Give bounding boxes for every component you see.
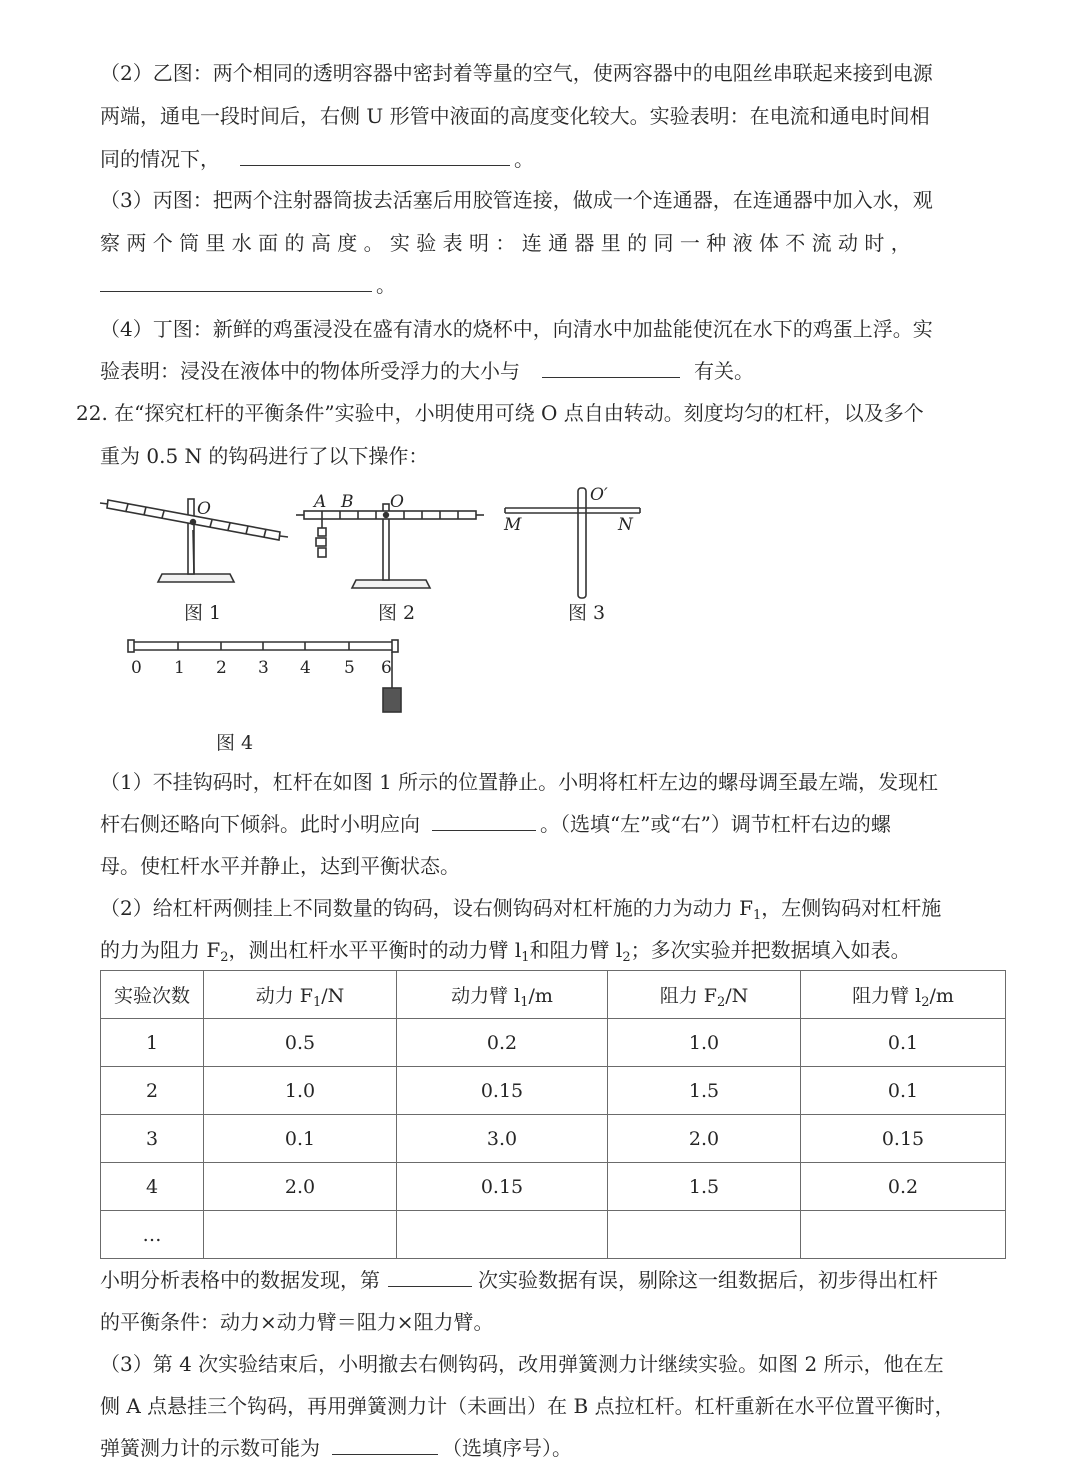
answer-blank-q22-3[interactable]: [332, 1436, 438, 1455]
q22-p2-line2-d: ；多次实验并把数据填入如表。: [630, 938, 911, 962]
header-effort-force-text: 动力 F: [255, 985, 313, 1007]
figure-2-pivot-label: O: [390, 492, 404, 512]
figure-4-caption: 图 4: [216, 732, 254, 754]
cell-load-force: 1.5: [608, 1067, 801, 1115]
figure-4-tick-0: 0: [131, 658, 142, 678]
table-row: [101, 1115, 1006, 1163]
figure-4-tick-5: 5: [344, 658, 355, 678]
answer-blank-q22-2[interactable]: [388, 1268, 472, 1287]
header-load-force-text: 阻力 F: [659, 985, 717, 1007]
q22-p1-line1: （1）不挂钩码时，杠杆在如图 1 所示的位置静止。小明将杠杆左边的螺母调至最左端，发现杠: [100, 770, 939, 794]
q22-p2-line2-c: 和阻力臂 l: [529, 938, 623, 962]
subscript-2: 2: [921, 995, 930, 1010]
table-row: [101, 1163, 1006, 1211]
cell-effort-force: 0.5: [204, 1019, 397, 1067]
header-trial-count: 实验次数: [101, 971, 204, 1019]
header-load-arm-text: 阻力臂 l: [852, 985, 922, 1007]
header-effort-force-unit: /N: [321, 985, 345, 1007]
cell-effort-force: 0.1: [204, 1115, 397, 1163]
cell-trial: …: [101, 1211, 204, 1259]
header-effort-arm: [397, 971, 608, 1019]
table-row: [101, 1019, 1006, 1067]
q22-p2-line2: [100, 937, 911, 963]
q21-p2-line2: 两端，通电一段时间后，右侧 U 形管中液面的高度变化较大。实验表明：在电流和通电时间相: [100, 104, 930, 128]
q22-p1-line2: [100, 811, 891, 837]
figure-4-tick-6: 6: [381, 658, 392, 678]
cell-effort-arm: 3.0: [397, 1115, 608, 1163]
q21-p4-line2-text: 验表明：浸没在液体中的物体所受浮力的大小与: [100, 359, 520, 383]
q22-p2-line1: [100, 895, 941, 921]
figure-3-m-label: M: [504, 515, 522, 535]
lever-figures: [0, 480, 1080, 740]
figure-1-tilted-lever: [100, 499, 288, 582]
q22-analysis-line2: 的平衡条件：动力×动力臂＝阻力×阻力臂。: [100, 1310, 494, 1334]
figure-2-balanced-lever: [296, 504, 484, 588]
figure-3-t-rod: [505, 488, 640, 598]
q21-p3-line3-end: 。: [376, 273, 396, 297]
figure-2-caption: 图 2: [378, 602, 416, 624]
q22-p2-line1-text: （2）给杠杆两侧挂上不同数量的钩码，设右侧钩码对杠杆施的力为动力 F: [100, 896, 753, 920]
q22-p1-line2-end: 。（选填“左”或“右”）调节杠杆右边的螺: [540, 812, 891, 836]
cell-load-force: 2.0: [608, 1115, 801, 1163]
q22-analysis-line1-text: 小明分析表格中的数据发现，第: [100, 1268, 380, 1292]
q22-p2-line1-end: ，左侧钩码对杠杆施: [761, 896, 942, 920]
q21-p4-line2: [100, 358, 754, 384]
cell-load-arm: 0.1: [801, 1067, 1006, 1115]
answer-blank-q22-1[interactable]: [432, 812, 536, 831]
figure-3-caption: 图 3: [568, 602, 606, 624]
q22-intro-line2: 重为 0.5 N 的钩码进行了以下操作：: [100, 444, 429, 468]
q22-p1-line2-text: 杆右侧还略向下倾斜。此时小明应向: [100, 812, 420, 836]
subscript-2: 2: [220, 950, 229, 965]
q21-p2-line3-end: 。: [514, 147, 534, 171]
q21-p3-line1: （3）丙图：把两个注射器筒拔去活塞后用胶管连接，做成一个连通器，在连通器中加入水，观: [100, 188, 933, 212]
figure-4-tick-1: 1: [174, 658, 185, 678]
header-load-force: [608, 971, 801, 1019]
q22-p1-line3: 母。使杠杆水平并静止，达到平衡状态。: [100, 854, 460, 878]
cell-load-force: [608, 1211, 801, 1259]
cell-effort-arm: 0.15: [397, 1163, 608, 1211]
cell-load-force: 1.5: [608, 1163, 801, 1211]
subscript-1: 1: [521, 950, 530, 965]
cell-trial: 1: [101, 1019, 204, 1067]
figure-4-tick-4: 4: [300, 658, 311, 678]
cell-load-arm: 0.2: [801, 1163, 1006, 1211]
answer-blank-q21-4[interactable]: [542, 359, 680, 378]
q21-p2-line3: [100, 146, 534, 172]
figure-4-tick-3: 3: [258, 658, 269, 678]
q21-p4-line1: （4）丁图：新鲜的鸡蛋浸没在盛有清水的烧杯中，向清水中加盐能使沉在水下的鸡蛋上浮。实: [100, 317, 933, 341]
header-load-force-unit: /N: [725, 985, 749, 1007]
cell-trial: 2: [101, 1067, 204, 1115]
cell-trial: 3: [101, 1115, 204, 1163]
q22-intro-line1: 22. 在“探究杠杆的平衡条件”实验中，小明使用可绕 O 点自由转动。刻度均匀的杠杆，以及多个: [76, 401, 924, 425]
cell-effort-force: [204, 1211, 397, 1259]
q22-p2-line2-a: 的力为阻力 F: [100, 938, 221, 962]
subscript-2: 2: [622, 950, 631, 965]
figure-2-point-b-label: B: [341, 492, 354, 512]
subscript-2: 2: [716, 995, 726, 1010]
cell-effort-arm: 0.2: [397, 1019, 608, 1067]
header-effort-arm-text: 动力臂 l: [451, 985, 521, 1007]
header-effort-force: [204, 971, 397, 1019]
cell-load-arm: 0.15: [801, 1115, 1006, 1163]
subscript-1: 1: [312, 995, 322, 1010]
data-table: [100, 970, 1006, 1259]
q21-p4-line2-end: 有关。: [694, 359, 754, 383]
q21-p2-line1: （2）乙图：两个相同的透明容器中密封着等量的空气，使两容器中的电阻丝串联起来接到电源: [100, 61, 933, 85]
figure-2-point-a-label: A: [314, 492, 327, 512]
answer-blank-q21-2[interactable]: [240, 147, 510, 166]
q21-p2-line3-text: 同的情况下，: [100, 147, 220, 171]
table-header-row: [101, 971, 1006, 1019]
cell-load-force: 1.0: [608, 1019, 801, 1067]
q22-p3-line3: [100, 1435, 572, 1461]
cell-effort-force: 2.0: [204, 1163, 397, 1211]
cell-effort-force: 1.0: [204, 1067, 397, 1115]
cell-trial: 4: [101, 1163, 204, 1211]
q22-p3-line3-end: （选填序号）。: [442, 1436, 572, 1460]
q22-p3-line3-text: 弹簧测力计的示数可能为: [100, 1436, 320, 1460]
header-load-arm: [801, 971, 1006, 1019]
q21-p3-line3: [100, 272, 396, 298]
table-row: [101, 1067, 1006, 1115]
figure-3-pivot-label: O′: [590, 485, 608, 505]
figure-3-n-label: N: [618, 515, 633, 535]
figure-4-tick-2: 2: [216, 658, 227, 678]
subscript-1: 1: [520, 995, 529, 1010]
q22-p3-line2: 侧 A 点悬挂三个钩码，再用弹簧测力计（未画出）在 B 点拉杠杆。杠杆重新在水平位置平衡时，: [100, 1394, 955, 1418]
q21-p3-line2: 察 两 个 筒 里 水 面 的 高 度 。 实 验 表 明 ： 连 通 器 里 的 同 一 种 液 体 不 流 动 时 ，: [100, 231, 911, 255]
answer-blank-q21-3[interactable]: [100, 273, 372, 292]
q22-p2-line2-b: ，测出杠杆水平平衡时的动力臂 l: [228, 938, 522, 962]
cell-effort-arm: 0.15: [397, 1067, 608, 1115]
cell-load-arm: 0.1: [801, 1019, 1006, 1067]
cell-load-arm: [801, 1211, 1006, 1259]
figure-1-pivot-label: O: [197, 499, 211, 519]
header-load-arm-unit: /m: [929, 985, 954, 1007]
table-row: [101, 1211, 1006, 1259]
subscript-1: 1: [752, 908, 762, 923]
header-effort-arm-unit: /m: [528, 985, 553, 1007]
q22-analysis-line1-end: 次实验数据有误，剔除这一组数据后，初步得出杠杆: [478, 1268, 938, 1292]
q22-p3-line1: （3）第 4 次实验结束后，小明撤去右侧钩码，改用弹簧测力计继续实验。如图 2 所示，他在左: [100, 1352, 944, 1376]
cell-effort-arm: [397, 1211, 608, 1259]
q22-analysis-line1: [100, 1267, 938, 1293]
figure-1-caption: 图 1: [184, 602, 222, 624]
